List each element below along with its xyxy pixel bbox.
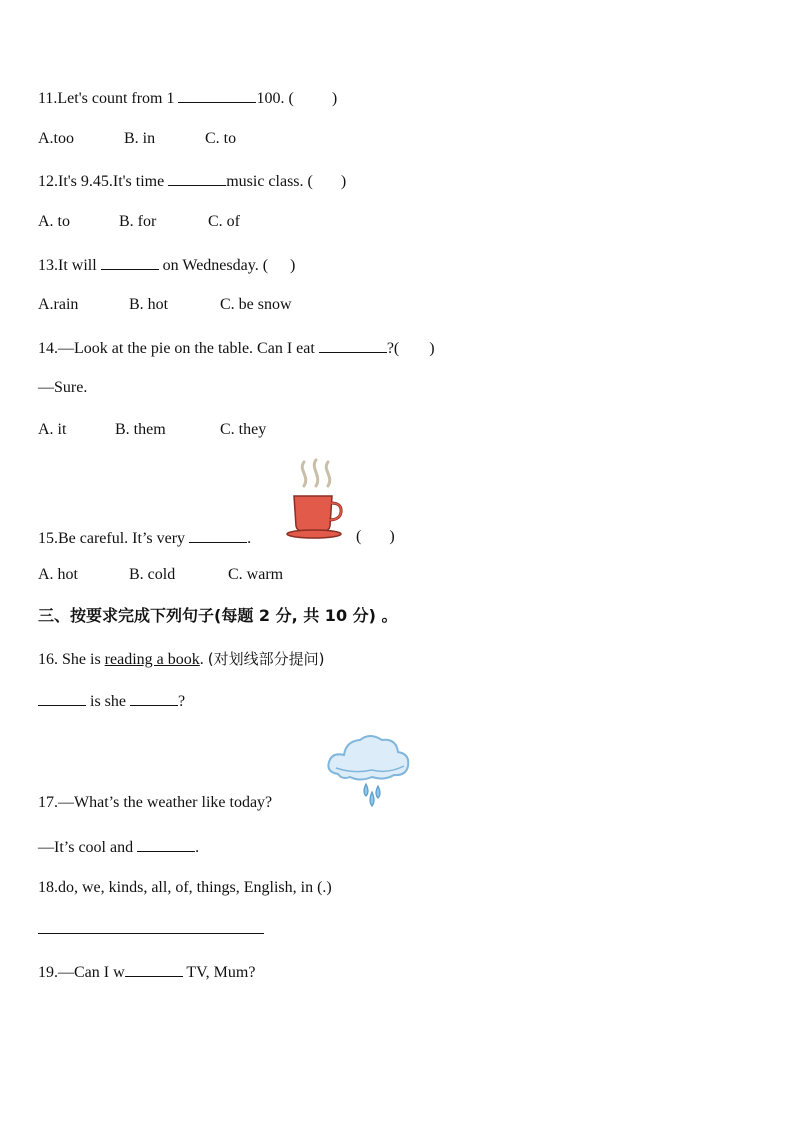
q16-answer-text: is she — [90, 693, 126, 710]
q14-text: 14.—Look at the pie on the table. Can I eat — [38, 340, 315, 357]
q15-option-c: C. warm — [228, 566, 284, 583]
q11-blank[interactable] — [178, 87, 256, 103]
q19-blank[interactable] — [125, 961, 183, 977]
q13-blank[interactable] — [101, 254, 159, 270]
q16-prefix: 16. She is — [38, 651, 101, 668]
section-3-title: 三、按要求完成下列句子(每题 2 分, 共 10 分) 。 — [38, 606, 398, 625]
q13-text: 13.It will — [38, 257, 97, 274]
q14-blank[interactable] — [319, 337, 387, 353]
question-11 — [38, 87, 337, 109]
question-15 — [38, 527, 251, 549]
q13-option-a: A.rain — [38, 296, 79, 313]
q12-text-after: music class. ( — [226, 173, 313, 190]
q12-option-a: A. to — [38, 213, 70, 230]
q15-text-after: . — [247, 530, 252, 547]
question-19 — [38, 961, 255, 983]
question-16 — [38, 649, 324, 670]
q17-blank[interactable] — [137, 836, 195, 852]
q17-reply — [38, 836, 199, 858]
hot-tea-cup-icon — [284, 456, 348, 540]
q16-blank-2[interactable] — [130, 690, 178, 706]
question-18: 18.do, we, kinds, all, of, things, English, in (.) — [38, 879, 332, 896]
question-14 — [38, 337, 435, 359]
q14-option-b: B. them — [115, 421, 166, 438]
q12-text: 12.It's 9.45.It's time — [38, 173, 165, 190]
rain-cloud-icon — [324, 728, 412, 812]
q15-blank[interactable] — [189, 527, 247, 543]
q13-options — [38, 295, 292, 315]
q17-reply-end: . — [195, 839, 200, 856]
q14-paren: ) — [429, 340, 435, 357]
q11-option-c: C. to — [205, 130, 237, 147]
q18-blank[interactable] — [38, 918, 264, 934]
q11-options — [38, 129, 236, 149]
q15-paren-close: ) — [389, 528, 395, 545]
q16-instruction: (对划线部分提问) — [207, 650, 325, 668]
q12-paren: ) — [340, 173, 347, 190]
q14-options — [38, 420, 266, 440]
q19-text: 19.—Can I w — [38, 964, 125, 981]
q15-answer-paren — [356, 527, 395, 547]
q16-blank-1[interactable] — [38, 690, 86, 706]
q19-text-after: TV, Mum? — [186, 964, 256, 981]
q16-underlined-phrase: reading a book — [104, 651, 200, 668]
q11-option-b: B. in — [124, 130, 156, 147]
q14-option-c: C. they — [220, 421, 267, 438]
q15-option-a: A. hot — [38, 566, 78, 583]
q17-reply-text: —It’s cool and — [38, 839, 134, 856]
q11-text-after: 100. ( — [256, 90, 294, 107]
q12-option-c: C. of — [208, 213, 240, 230]
q13-option-b: B. hot — [129, 296, 169, 313]
q11-paren: ) — [331, 90, 338, 107]
q12-option-b: B. for — [119, 213, 157, 230]
q13-paren: ) — [290, 257, 296, 274]
q11-text: 11.Let's count from 1 — [38, 90, 175, 107]
q16-answer-end: ? — [178, 693, 186, 710]
q12-options — [38, 212, 240, 232]
q15-option-b: B. cold — [129, 566, 176, 583]
q12-blank[interactable] — [168, 170, 226, 186]
question-13 — [38, 254, 295, 276]
q15-paren-open: ( — [356, 528, 362, 545]
q14-text-after: ?( — [386, 340, 400, 357]
q15-options — [38, 565, 283, 585]
question-12 — [38, 170, 346, 192]
q15-text: 15.Be careful. It’s very — [38, 530, 186, 547]
q13-option-c: C. be snow — [220, 296, 292, 313]
q18-answer-line — [38, 918, 264, 940]
q11-option-a: A.too — [38, 130, 74, 147]
q16-answer-line — [38, 690, 185, 712]
q14-option-a: A. it — [38, 421, 67, 438]
q17-question: 17.—What’s the weather like today? — [38, 794, 273, 811]
q14-reply: —Sure. — [38, 379, 88, 396]
q16-suffix: . — [199, 651, 204, 668]
q13-text-after: on Wednesday. ( — [162, 257, 269, 274]
